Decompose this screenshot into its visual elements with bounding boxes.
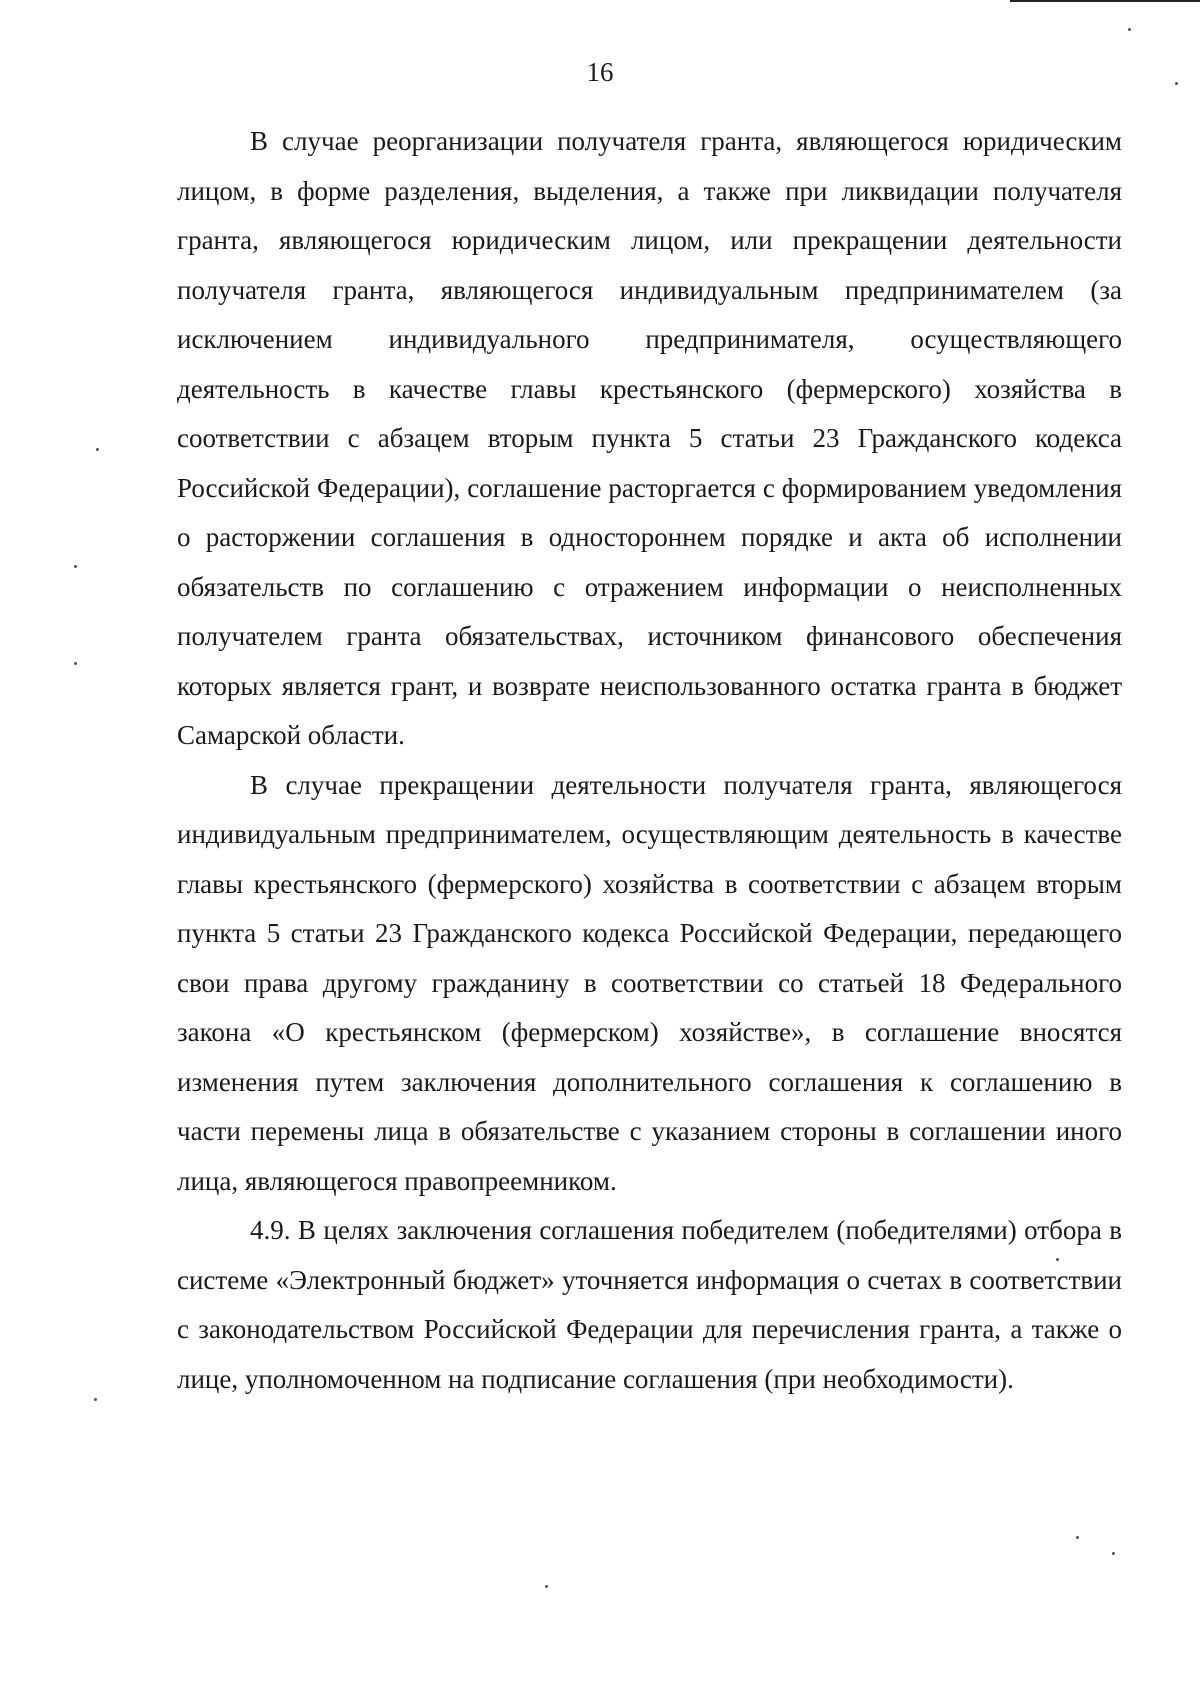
scan-speck <box>74 565 77 568</box>
scan-speck <box>1056 1258 1059 1261</box>
scan-speck <box>1112 1552 1115 1555</box>
scan-speck <box>94 1398 97 1401</box>
paragraph-termination: В случае прекращении деятельности получателя гранта, являющегося индивидуальным предпринимателем, осуществляющим деятельность в качестве главы крестьянского (фермерского) хозяйства в соответствии с абзацем вторым пункта 5 статьи 23 Гражданского кодекса Российской Федерации, передающего свои права другому гражданину в соответствии со статьей 18 Федерального закона «О крестьянском (фермерском) хозяйстве», в соглашение вносятся изменения путем заключения дополнительного соглашения к соглашению в части перемены лица в обязательстве с указанием стороны в соглашении иного лица, являющегося правопреемником. <box>177 769 1122 1196</box>
document-body <box>177 117 1122 1404</box>
paragraph-reorganization: В случае реорганизации получателя гранта, являющегося юридическим лицом, в форме разделения, выделения, а также при ликвидации получателя гранта, являющегося юридическим лицом, или прекращении деятельности получателя гранта, являющегося индивидуальным предпринимателем (за исключением индивидуального предпринимателя, осуществляющего деятельность в качестве главы крестьянского (фермерского) хозяйства в соответствии с абзацем вторым пункта 5 статьи 23 Гражданского кодекса Российской Федерации), соглашение расторгается с формированием уведомления о расторжении соглашения в одностороннем порядке и акта об исполнении обязательств по соглашению с отражением информации о неисполненных получателем гранта обязательствах, источником финансового обеспечения которых является грант, и возврате неиспользованного остатка гранта в бюджет Самарской области. <box>177 126 1122 750</box>
scan-speck <box>74 662 77 665</box>
scan-speck <box>545 1585 548 1588</box>
scan-speck <box>96 448 99 451</box>
scan-speck <box>1175 82 1178 85</box>
scan-speck <box>1076 1536 1079 1539</box>
scan-speck <box>1128 28 1131 31</box>
paragraph-4-9: 4.9. В целях заключения соглашения победителем (победителями) отбора в системе «Электронный бюджет» уточняется информация о счетах в соответствии с законодательством Российской Федерации для перечисления гранта, а также о лице, уполномоченном на подписание соглашения (при необходимости). <box>177 1215 1122 1394</box>
scan-edge-line <box>1010 0 1200 2</box>
page-number: 16 <box>586 57 614 87</box>
